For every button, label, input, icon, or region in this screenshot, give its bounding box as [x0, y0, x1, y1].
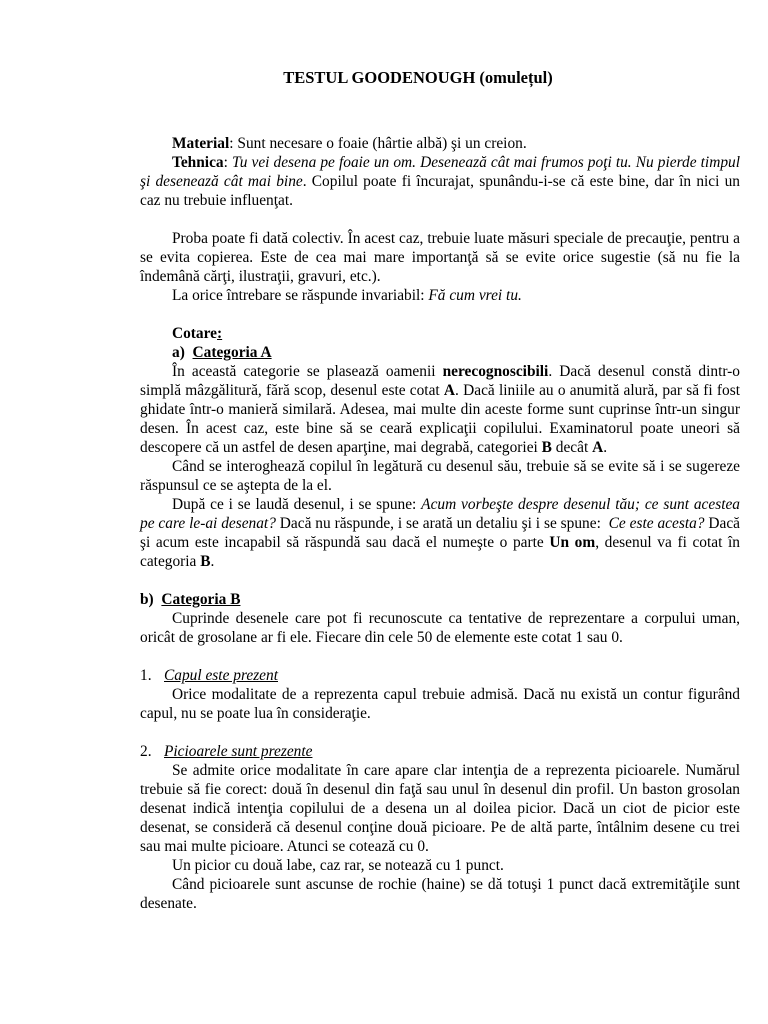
- text-run: Dacă şi acum este incapabil să răspundă sau dacă el numeşte o parte: [140, 515, 740, 551]
- orice-paragraph: [140, 286, 740, 305]
- category-b-name: Categoria B: [161, 591, 241, 608]
- item-2-title: Picioarele sunt prezente: [164, 743, 313, 760]
- item-2-paragraph-2: Un picior cu două labe, caz rar, se notează cu 1 punct.: [172, 857, 504, 874]
- text-run: , desenul va fi cotat în categoria: [140, 534, 740, 570]
- cotare-label: Cotare: [172, 325, 218, 342]
- item-2-paragraph-1: Se admite orice modalitate în care apare clar intenţia de a reprezenta picioarele. Numărul trebuie să fie corect: două în desenul din faţă sau unul în desenul din profil. Un baston grosolan desenat indică intenţia copilului de a desena un al doilea picior. Dacă un ciot de picior este desenat, se consideră că desenul conţine două picioare. Pe de altă parte, întâlnim desene cu trei sau mai multe picioare. Atunci se cotează cu 0.: [140, 762, 740, 855]
- quoted-question-1: Acum vorbeşte despre desenul tău; ce sunt acestea pe care le-ai desenat?: [140, 496, 740, 532]
- text-run: .: [210, 553, 215, 570]
- category-a-paragraph-1: [140, 362, 740, 457]
- emphasis-b: B: [541, 439, 552, 456]
- emphasis-b: B: [200, 553, 211, 570]
- text-run: În această categorie se plasează oamenii: [172, 363, 443, 380]
- text-run: Dacă nu răspunde, i se arată un detaliu şi i se spune:: [275, 515, 609, 532]
- category-b-letter: b): [140, 591, 154, 608]
- tehnica-label: Tehnica: [172, 154, 224, 171]
- category-a-name: Categoria A: [192, 344, 272, 361]
- orice-text: La orice întrebare se răspunde invariabil:: [172, 287, 429, 304]
- text-run: .: [603, 439, 608, 456]
- material-text: : Sunt necesare o foaie (hârtie albă) şi un creion.: [229, 135, 527, 152]
- item-1-paragraph: Orice modalitate de a reprezenta capul trebuie admisă. Dacă nu există un contur figurând capul, nu se poate lua în consideraţie.: [140, 686, 740, 722]
- category-a-paragraph-2: Când se interoghează copilul în legătură cu desenul său, trebuie să se evite să i se sugereze răspunsul ce se aştepta de la el.: [140, 458, 740, 494]
- category-a-heading: [140, 343, 740, 362]
- emphasis-un-om: Un om: [549, 534, 596, 551]
- material-paragraph: [140, 134, 740, 153]
- cotare-heading: [140, 324, 740, 343]
- tehnica-paragraph: [140, 153, 740, 210]
- tehnica-rest: . Copilul poate fi încurajat, spunându-i-se că este bine, dar în nici un caz nu trebuie influenţat.: [140, 173, 741, 209]
- text-run: . Dacă desenul constă dintr-o simplă mâzgălitură, fără scop, desenul este cotat: [140, 363, 741, 399]
- text-run: După ce i se laudă desenul, i se spune:: [172, 496, 422, 513]
- emphasis-a: A: [592, 439, 604, 456]
- category-b-paragraph-1: Cuprinde desenele care pot fi recunoscute ca tentative de reprezentare a corpului uman, oricât de grosolane ar fi ele. Fiecare din cele 50 de elemente este cotat 1 sau 0.: [140, 610, 740, 646]
- tehnica-colon: :: [223, 154, 232, 171]
- item-1-heading: [140, 666, 740, 685]
- emphasis-a: A: [443, 382, 456, 399]
- item-2-paragraph-3: Când picioarele sunt ascunse de rochie (haine) se dă totuşi 1 punct dacă extremităţile sunt desenate.: [140, 876, 740, 912]
- item-2-number: 2.: [140, 743, 152, 760]
- text-run: decât: [551, 439, 593, 456]
- category-a-letter: a): [172, 344, 185, 361]
- orice-answer: Fă cum vrei tu.: [428, 287, 522, 304]
- cotare-colon: :: [217, 325, 223, 342]
- text-run: . Dacă liniile au o anumită alură, par să fi fost ghidate într-o manieră similară. Adesea, mai multe din aceste forme sunt cuprinse într-un singur desen. În acest caz, este bine să se ceară explicaţii copilului. Examinatorul poate uneori să descopere că un astfel de desen aparţine, mai degrabă, categoriei: [140, 382, 740, 456]
- emphasis-nerecognoscibili: nerecognoscibili: [442, 363, 549, 380]
- material-label: Material: [172, 135, 230, 152]
- quoted-question-2: Ce este acesta?: [608, 515, 705, 532]
- tehnica-instruction: Tu vei desena pe foaie un om. Desenează cât mai frumos poţi tu. Nu pierde timpul şi desenează cât mai bine: [140, 154, 740, 190]
- proba-paragraph: Proba poate fi dată colectiv. În acest caz, trebuie luate măsuri speciale de precauţie, pentru a se evita copierea. Este de cea mai mare importanţă să se evite orice sugestie (să nu fie la îndemână cărţi, ilustraţii, gravuri, etc.).: [140, 230, 740, 285]
- item-1-number: 1.: [140, 667, 152, 684]
- item-1-title: Capul este prezent: [164, 667, 278, 684]
- category-b-heading: [140, 590, 740, 609]
- item-2-heading: [140, 742, 740, 761]
- document-title: TESTUL GOODENOUGH (omulețul): [283, 68, 553, 87]
- category-a-paragraph-3: [140, 495, 740, 571]
